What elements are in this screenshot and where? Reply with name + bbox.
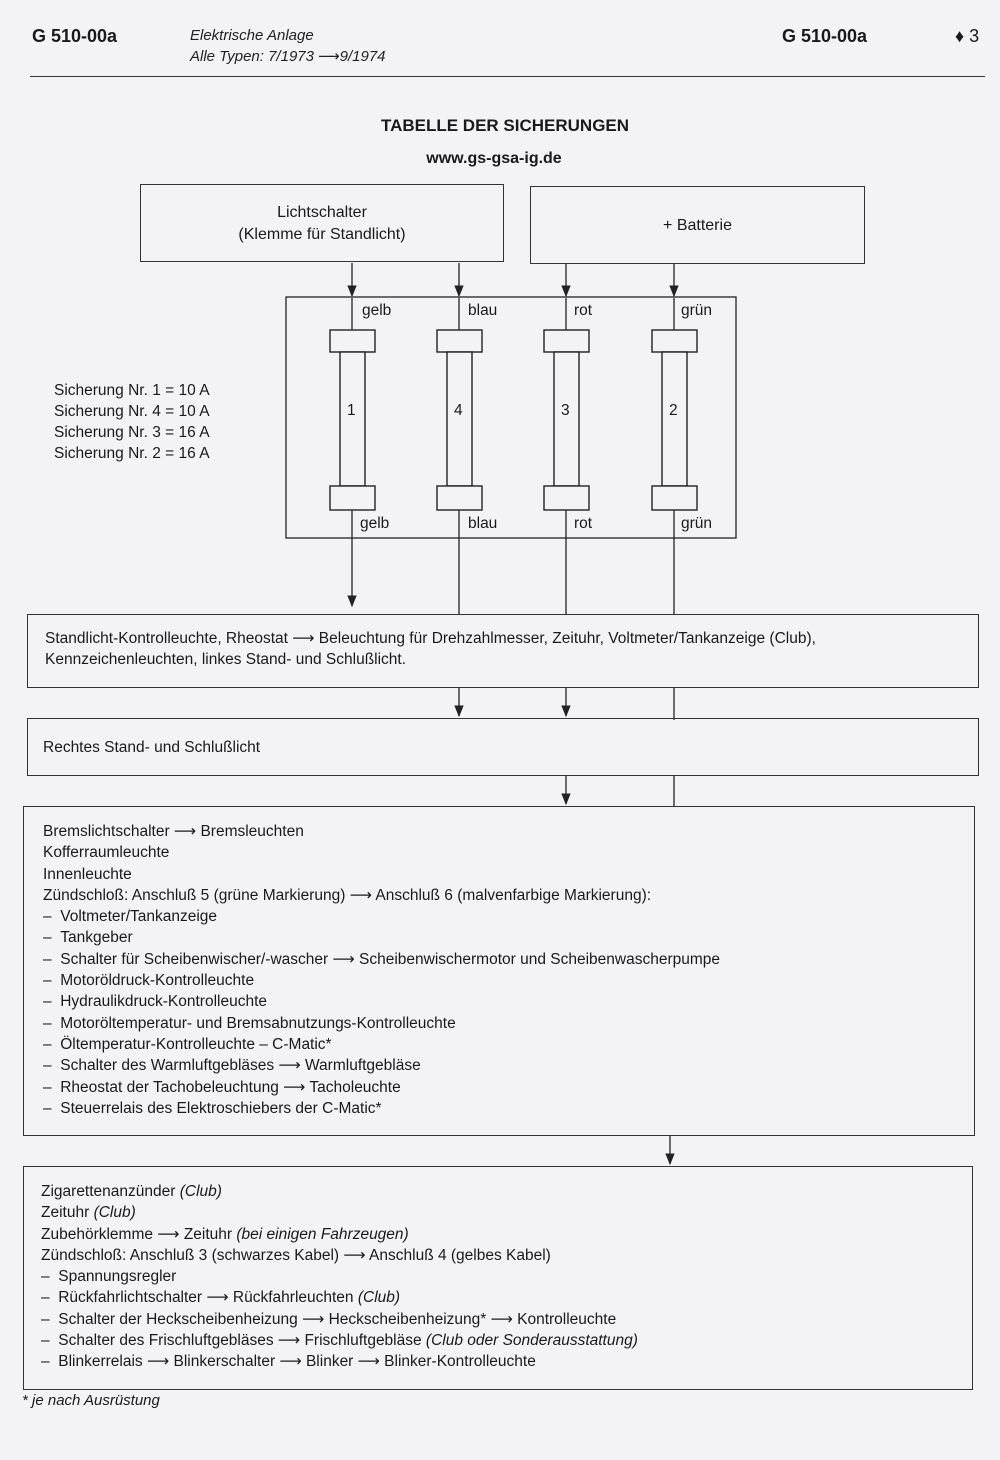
wire-label-top-1: gelb [362, 302, 392, 319]
block4-line: Zeituhr (Club) [41, 1204, 136, 1222]
legend-entry: Sicherung Nr. 2 = 16 A [54, 445, 210, 462]
fuse-1 [330, 330, 375, 510]
fuse-ratings-legend [54, 380, 210, 464]
page-number: ♦ 3 [955, 26, 980, 46]
source-right-label: + Batterie [663, 217, 732, 234]
list-item: – Spannungsregler [41, 1266, 972, 1287]
block3-line: Innenleuchte [43, 865, 132, 883]
list-item: – Steuerrelais des Elektroschiebers der C-Matic* [43, 1098, 974, 1119]
source-left-line2: (Klemme für Standlicht) [238, 226, 406, 243]
list-item: – Hydraulikdruck-Kontrolleuchte [43, 991, 974, 1012]
list-item: – Motoröltemperatur- und Bremsabnutzungs-Kontrolleuchte [43, 1013, 974, 1034]
subtitle-line-2: Alle Typen: 7/1973 ⟶9/1974 [190, 48, 386, 65]
list-item: – Blinkerrelais ⟶ Blinkerschalter ⟶ Blinker ⟶ Blinker-Kontrolleuchte [41, 1351, 972, 1372]
wire-label-bottom-2: grün [681, 515, 713, 532]
doc-code-left: G 510-00a [32, 26, 118, 46]
block4-line: Zündschloß: Anschluß 3 (schwarzes Kabel) ⟶ Anschluß 4 (gelbes Kabel) [41, 1246, 551, 1264]
fuse-number-4: 4 [454, 402, 463, 419]
page-title: TABELLE DER SICHERUNGEN [380, 116, 630, 135]
block4-line: Zigarettenanzünder (Club) [41, 1183, 222, 1200]
block4-line: Zubehörklemme ⟶ Zeituhr (bei einigen Fahrzeugen) [41, 1225, 409, 1243]
circuit-block-1 [27, 614, 979, 688]
block3-line: Zündschloß: Anschluß 5 (grüne Markierung) ⟶ Anschluß 6 (malvenfarbige Markierung): [43, 886, 652, 904]
fuse-number-1: 1 [347, 402, 356, 419]
block3-line: Kofferraumleuchte [43, 844, 170, 862]
list-item: – Schalter der Heckscheibenheizung ⟶ Heckscheibenheizung* ⟶ Kontrolleuchte [41, 1309, 972, 1330]
block2-text: Rechtes Stand- und Schlußlicht [43, 739, 261, 756]
circuit-block-2 [27, 718, 979, 776]
wire-label-bottom-4: blau [468, 515, 498, 532]
list-item: – Rückfahrlichtschalter ⟶ Rückfahrleuchten (Club) [41, 1287, 972, 1308]
footnote: * je nach Ausrüstung [22, 1392, 160, 1409]
wire-label-top-2: grün [681, 302, 713, 319]
list-item: – Schalter des Frischluftgebläses ⟶ Frischluftgebläse (Club oder Sonderausstattung) [41, 1330, 972, 1351]
fuse-4 [437, 330, 482, 510]
fuse-3 [544, 330, 589, 510]
block3-line: Bremslichtschalter ⟶ Bremsleuchten [43, 823, 304, 840]
doc-code-right: G 510-00a [782, 26, 868, 46]
fuse-number-3: 3 [561, 402, 570, 419]
block4-list [41, 1266, 972, 1372]
legend-entry: Sicherung Nr. 3 = 16 A [54, 424, 210, 441]
block1-line1: Standlicht-Kontrolleuchte, Rheostat ⟶ Beleuchtung für Drehzahlmesser, Zeituhr, Voltmeter/Tankanzeige (Club), [45, 630, 816, 647]
block1-line2: Kennzeichenleuchten, linkes Stand- und Schlußlicht. [45, 651, 407, 669]
subtitle-line-1: Elektrische Anlage [190, 27, 314, 44]
fuse-number-2: 2 [669, 402, 678, 419]
block3-list [43, 906, 974, 1119]
legend-entry: Sicherung Nr. 1 = 10 A [54, 382, 210, 399]
list-item: – Tankgeber [43, 927, 974, 948]
legend-entry: Sicherung Nr. 4 = 10 A [54, 403, 210, 420]
circuit-block-3 [23, 806, 975, 1136]
source-left-line1: Lichtschalter [277, 204, 367, 221]
wire-label-bottom-3: rot [574, 515, 593, 532]
circuit-block-4 [23, 1166, 973, 1390]
list-item: – Schalter des Warmluftgebläses ⟶ Warmluftgebläse [43, 1055, 974, 1076]
wire-label-bottom-1: gelb [360, 515, 390, 532]
list-item: – Öltemperatur-Kontrolleuchte – C-Matic* [43, 1034, 974, 1055]
source-lichtschalter [140, 184, 504, 262]
list-item: – Voltmeter/Tankanzeige [43, 906, 974, 927]
wire-label-top-4: blau [468, 302, 498, 319]
list-item: – Rheostat der Tachobeleuchtung ⟶ Tacholeuchte [43, 1077, 974, 1098]
source-batterie [530, 186, 865, 264]
list-item: – Schalter für Scheibenwischer/-wascher ⟶ Scheibenwischermotor und Scheibenwascherpumpe [43, 949, 974, 970]
wire-label-top-3: rot [574, 302, 593, 319]
website-url: www.gs-gsa-ig.de [426, 150, 562, 167]
list-item: – Motoröldruck-Kontrolleuchte [43, 970, 974, 991]
fuse-2 [652, 330, 697, 510]
